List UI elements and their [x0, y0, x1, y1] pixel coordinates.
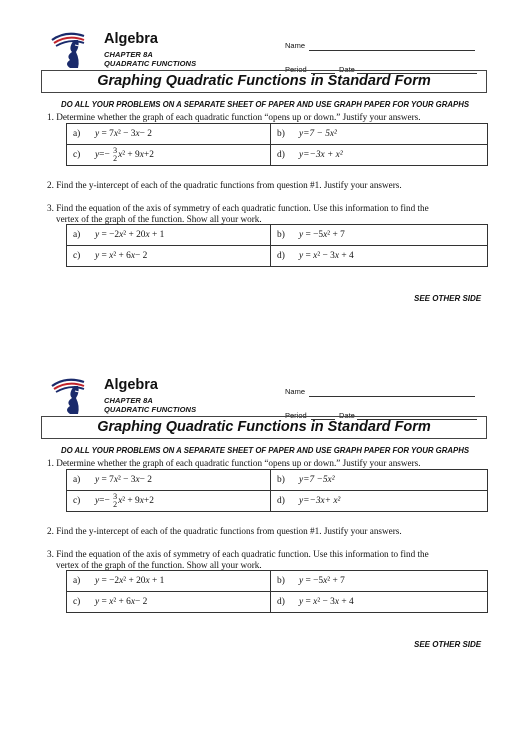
question-3-continued: vertex of the graph of the function. Show all your work. [56, 560, 262, 570]
problem-3a: a) y = −2x² + 20x + 1 [67, 571, 271, 592]
instruction-text: DO ALL YOUR PROBLEMS ON A SEPARATE SHEET OF PAPER AND USE GRAPH PAPER FOR YOUR GRAPHS [60, 446, 470, 455]
patriot-logo-icon [50, 376, 96, 416]
title-box [41, 70, 487, 93]
problem-1a: a) y = 7x² − 3x− 2 [67, 124, 271, 145]
worksheet-bottom [0, 374, 530, 719]
question-3-table [66, 224, 488, 267]
problem-1b: b) y=7 − 5x² [271, 124, 488, 145]
problem-1d: d) y=−3x+ x² [271, 491, 488, 512]
brand-title: Algebra [104, 377, 158, 393]
period-label: Period [285, 411, 307, 420]
question-1-table [66, 123, 488, 166]
see-other-side: SEE OTHER SIDE [414, 294, 482, 303]
problem-1d: d) y=−3x + x² [271, 145, 488, 166]
date-label: Date [339, 411, 355, 420]
chapter-label: CHAPTER 8A [104, 50, 153, 59]
question-1-table [66, 469, 488, 512]
instruction-text: DO ALL YOUR PROBLEMS ON A SEPARATE SHEET OF PAPER AND USE GRAPH PAPER FOR YOUR GRAPHS [60, 100, 470, 109]
page-title: Graphing Quadratic Functions in Standard Form [97, 419, 431, 435]
see-other-side: SEE OTHER SIDE [414, 640, 482, 649]
question-2: 2. Find the y-intercept of each of the quadratic functions from question #1. Justify your answers. [47, 180, 402, 190]
question-3-table [66, 570, 488, 613]
name-label: Name [285, 387, 306, 396]
period-label: Period [285, 65, 307, 74]
chapter-label: CHAPTER 8A [104, 396, 153, 405]
problem-3a: a) y = −2x² + 20x + 1 [67, 225, 271, 246]
problem-1b: b) y=7 −5x² [271, 470, 488, 491]
patriot-logo-icon [50, 30, 96, 70]
name-field[interactable] [309, 396, 475, 397]
problem-3c: c) y = x² + 6x− 2 [67, 246, 271, 267]
worksheet-top [0, 28, 530, 373]
page-title: Graphing Quadratic Functions in Standard Form [97, 73, 431, 89]
problem-3d: d) y = x² − 3x + 4 [271, 592, 488, 613]
problem-1c: c) y=− 3 2 x² + 9x+2 [67, 491, 271, 512]
question-3: 3. Find the equation of the axis of symmetry of each quadratic function. Use this information to find the [47, 549, 429, 559]
problem-1c: c) y=− 3 2 x² + 9x+2 [67, 145, 271, 166]
problem-3b: b) y = −5x² + 7 [271, 225, 488, 246]
problem-1a: a) y = 7x² − 3x− 2 [67, 470, 271, 491]
problem-3b: b) y = −5x² + 7 [271, 571, 488, 592]
name-field[interactable] [309, 50, 475, 51]
question-3-continued: vertex of the graph of the function. Show all your work. [56, 214, 262, 224]
brand-title: Algebra [104, 31, 158, 47]
date-label: Date [339, 65, 355, 74]
title-box [41, 416, 487, 439]
problem-3d: d) y = x² − 3x + 4 [271, 246, 488, 267]
name-label: Name [285, 41, 306, 50]
question-3: 3. Find the equation of the axis of symmetry of each quadratic function. Use this information to find the [47, 203, 429, 213]
question-2: 2. Find the y-intercept of each of the quadratic functions from question #1. Justify your answers. [47, 526, 402, 536]
problem-3c: c) y = x² + 6x− 2 [67, 592, 271, 613]
question-1: 1. Determine whether the graph of each quadratic function “opens up or down.” Justify your answers. [47, 458, 421, 468]
topic-label: QUADRATIC FUNCTIONS [104, 59, 197, 68]
question-1: 1. Determine whether the graph of each quadratic function “opens up or down.” Justify your answers. [47, 112, 421, 122]
topic-label: QUADRATIC FUNCTIONS [104, 405, 197, 414]
